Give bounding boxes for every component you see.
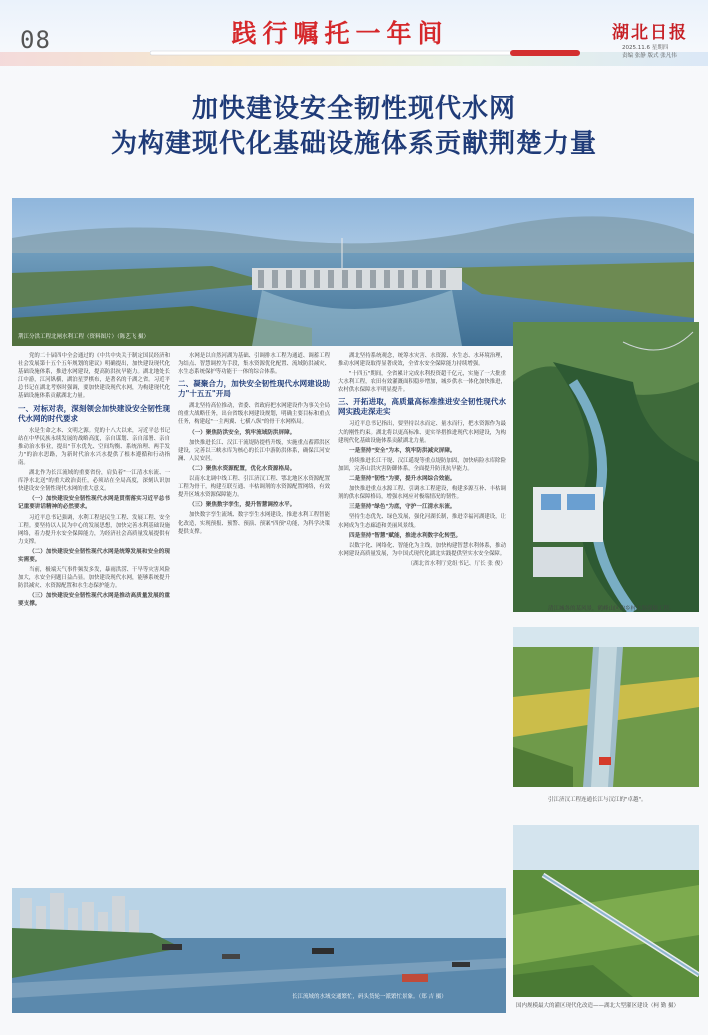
paragraph: 加快推进重点水源工程、引调水工程建设，构建多源互补、丰枯调剂的供水保障格局，增强水网应对极端情况的韧性。 [338, 486, 506, 501]
subheading: （二）聚焦水资源配置，优化水资源格局。 [189, 465, 296, 472]
train-decoration [150, 48, 580, 58]
intro-paragraph: 党的二十届四中全会通过的《中共中央关于制定国民经济和社会发展第十五个五年规划的建议》明确提出，加快建设现代化基础设施体系，推进水网建设，提高防洪抗旱能力。湖北地处长江中游，江河纵横，湖泊星罗棋布，是著名的千湖之省。习近平总书记在湖北考察时强调，要加快建设现代水网，为构建现代化基础设施体系贡献湖北力量。 [18, 353, 170, 400]
paragraph: 习近平总书记强调，水利工程是民生工程、发展工程、安全工程。要坚持以人民为中心的发展思想，加快完善水利基础设施网络，着力提升水安全保障能力，为经济社会高质量发展提供有力支撑。 [18, 514, 170, 545]
date-info [622, 44, 702, 60]
date-line: 2025.11.6 星期四 [622, 45, 669, 51]
paragraph: 坚持生态优先、绿色发展，强化河湖长制，推进幸福河湖建设，让水网成为生态廊道和美丽风景线。 [338, 514, 506, 529]
right-mid-caption: 引江济汉工程连通长江与汉江的"卓越"。 [548, 797, 647, 803]
paragraph: 习近平总书记指出，要坚持以水而定、量水而行，把水资源作为最大的刚性约束。湖北将以更高标准、更实举措推进现代水网建设，为构建现代化基础设施体系贡献湖北力量。 [338, 421, 506, 444]
article-column-1 [18, 352, 170, 852]
subheading: 一是坚持"安全"为本，筑牢防洪减灾屏障。 [349, 447, 456, 454]
right-top-photo [513, 322, 699, 612]
paragraph: 持续推进长江干堤、汉江遥堤等重点堤防加固，加快病险水库除险加固，完善山洪灾害防御体系，全面提升防汛抗旱能力。 [338, 457, 506, 472]
headline-line-1: 加快建设安全韧性现代水网 [191, 94, 516, 124]
paragraph: 湖北坚持高位推动，省委、省政府把水网建设作为事关全局的重大战略任务，出台省级水网建设规划，明确主要目标和重点任务，构建起"一主两翼、七横八纵"的骨干水网格局。 [178, 403, 330, 426]
headline-line-2: 为构建现代化基础设施体系贡献荆楚力量 [110, 129, 597, 159]
subheading: 三是坚持"绿色"为底，守护一江清水东流。 [349, 504, 456, 511]
subheading: （三）加快建设安全韧性现代水网是推动高质量发展的重要支撑。 [18, 593, 170, 608]
paragraph: 湖北作为长江流域的重要省份，肩负着"一江清水东流、一库净水北送"的重大政治责任，必须站在全局高度，深刻认识加快建设安全韧性现代水网的重大意义。 [18, 470, 170, 493]
subheading: （二）加快建设安全韧性现代水网是统筹发展和安全的现实需要。 [18, 548, 170, 563]
canal-illustration [513, 627, 699, 787]
article-column-3 [338, 352, 506, 880]
main-headline [40, 92, 668, 162]
paragraph: "十四五"期间，全省累计完成水利投资超千亿元，实施了一大批重大水利工程，农田有效灌溉面积稳步增加，城乡供水一体化加快推进，农村供水保障水平明显提升。 [338, 371, 506, 394]
page-header [0, 0, 708, 92]
author-byline: （湖北省水利厅党组书记、厅长 张 俊） [407, 560, 506, 567]
irrigation-illustration [513, 825, 699, 997]
section-heading-3: 三、开拓进取，高质量高标准推进安全韧性现代水网实践走深走实 [338, 397, 506, 417]
right-bottom-photo [513, 825, 699, 997]
right-mid-photo [513, 627, 699, 787]
bottom-river-photo [12, 888, 506, 1013]
subheading: （三）聚焦数字孪生，提升智慧调控水平。 [189, 502, 296, 509]
newspaper-logo: 湖北日报 [612, 23, 688, 43]
right-bottom-caption: 国内规模最大的灌区现代化改造——湖北大型灌区建设（柯 勤 摄） [516, 1003, 679, 1009]
section-heading-2: 二、凝聚合力，加快安全韧性现代水网建设助力"十五五"开局 [178, 379, 330, 399]
paragraph: 水网是以自然河湖为基础、引调排水工程为通道、调蓄工程为结点、智慧调控为手段，集水资源优化配置、流域防洪减灾、水生态系统保护等功能于一体的综合体系。 [178, 353, 330, 376]
section-title: 践行嘱托一年间 [231, 19, 449, 48]
subheading: 四是坚持"智慧"赋能，推进水利数字化转型。 [349, 532, 462, 539]
subheading: 二是坚持"韧性"为要，提升水网综合效能。 [349, 476, 456, 483]
bottom-left-caption: 长江流域的水域交通繁忙，码头货轮一派繁忙景象。（郑 吉 摄） [292, 994, 447, 1000]
mountain-reservoir-illustration [513, 322, 699, 612]
paragraph: 以南水北调中线工程、引江济汉工程、鄂北地区水资源配置工程为骨干，构建互联互通、丰枯调剂的水资源配置网络，有效提升区域水资源保障能力。 [178, 476, 330, 499]
editor-line: 责编 张静 版式 张凡伟 [622, 53, 677, 59]
paragraph: 加快数字孪生流域、数字孪生水网建设，推进水利工程智能化改造，实现预报、预警、预演、预案"四预"功能，为科学决策提供支撑。 [178, 512, 330, 535]
right-top-caption: 清江城各的某风景，鹤峰山区的乡村水源保障工程。 [548, 606, 675, 612]
paragraph: 加快推进长江、汉江干流堤防提档升级，实施重点蓄滞洪区建设，完善以三峡水库为核心的长江中游防洪体系，确保江河安澜、人民安居。 [178, 439, 330, 462]
section-heading-1: 一、对标对表，深刻领会加快建设安全韧性现代水网的时代要求 [18, 403, 170, 423]
page-number: 08 [20, 26, 51, 54]
paragraph: 湖北坚持系统观念，统筹水灾害、水资源、水生态、水环境治理，推动水网建设取得显著成效，全省水安全保障能力持续增强。 [338, 353, 506, 368]
subheading: （一）聚焦防洪安全，筑牢流域防洪屏障。 [189, 429, 296, 436]
subheading: （一）加快建设安全韧性现代水网是贯彻落实习近平总书记重要讲话精神的必然要求。 [18, 496, 170, 511]
paragraph: 水是生命之本、文明之源。党的十八大以来，习近平总书记站在中华民族永续发展的战略高度，亲自谋划、亲自部署、亲自推动治水事业，提出"节水优先、空间均衡、系统治理、两手发力"的治水思路，为新时代治水兴水提供了根本遵循和行动指南。 [18, 427, 170, 466]
article-column-2 [178, 352, 330, 852]
paragraph: 当前，极端天气事件频发多发，暴雨洪涝、干旱等灾害风险加大，水安全问题日益凸显。加快建设现代水网，能够系统提升防洪减灾、水资源配置和水生态保护能力。 [18, 567, 170, 590]
top-photo-caption: 荆江分洪工程北闸水利工程（资料图片）（陈艺飞 摄） [18, 334, 150, 340]
paragraph: 以数字化、网络化、智能化为主线，加快构建智慧水利体系，推动水网建设高质量发展，为中国式现代化湖北实践提供坚实水安全保障。 [338, 542, 506, 557]
